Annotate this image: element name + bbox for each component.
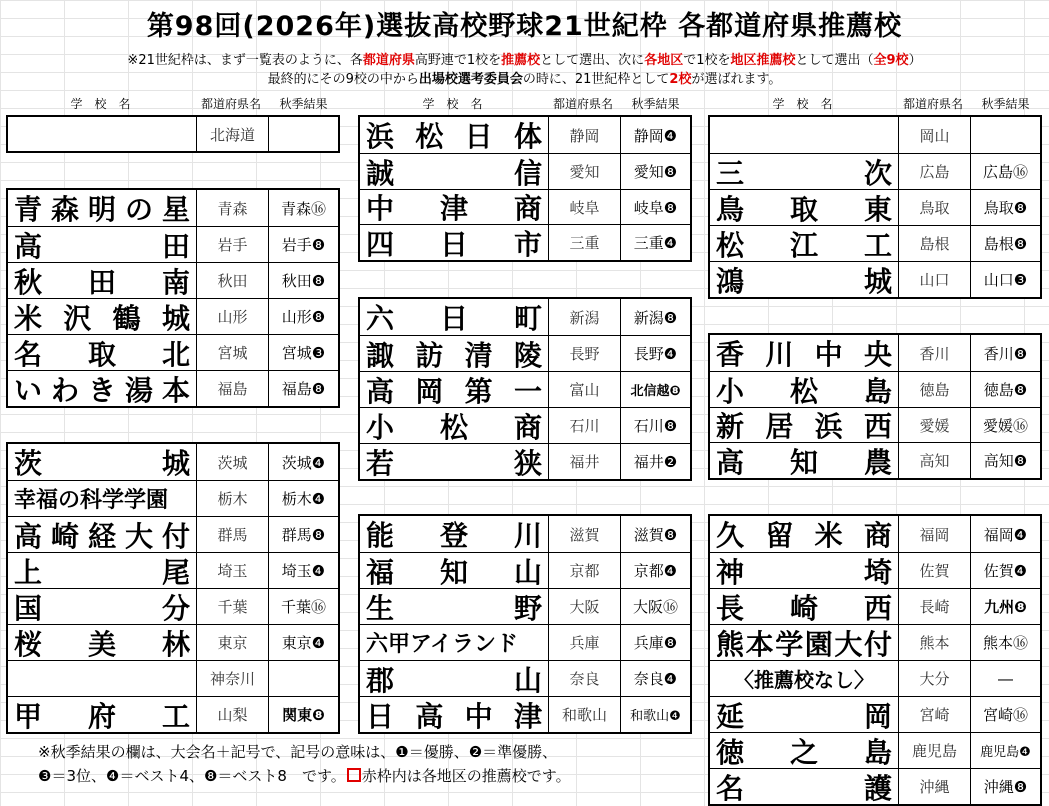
- school-name: 米 沢 鶴 城: [8, 299, 197, 334]
- header-result: 秋季結果: [981, 97, 1030, 111]
- autumn-result: 兵庫❽: [633, 634, 678, 652]
- school-name: 秋 田 南: [8, 263, 197, 298]
- autumn-result: 静岡❹: [633, 126, 678, 145]
- prefecture-name: 山口: [899, 262, 971, 297]
- table-row: [360, 224, 690, 260]
- prefecture-name: 福岡: [899, 516, 971, 552]
- column-header-group-3: [708, 95, 1042, 111]
- school-name: 桜 美 林: [8, 625, 197, 660]
- prefecture-name: 香川: [899, 335, 971, 371]
- table-row: [8, 334, 338, 370]
- prefecture-name: 愛媛: [899, 408, 971, 442]
- table-row: [360, 189, 690, 224]
- school-name: 甲 府 工: [8, 697, 197, 732]
- school-name: 名 取 北: [8, 335, 197, 370]
- school-name: 中 津 商: [360, 190, 549, 224]
- prefecture-name: 富山: [549, 372, 621, 407]
- autumn-result: 熊本⑯: [982, 634, 1028, 652]
- school-name: 神 埼: [710, 553, 899, 588]
- table-row: [8, 588, 338, 624]
- footnote-line-2: ❸＝3位、❹＝ベスト4、❽＝ベスト8 です。 赤枠内は各地区の推薦校です。: [38, 767, 571, 785]
- prefecture-name: 長崎: [899, 589, 971, 624]
- autumn-result: 群馬❽: [281, 526, 326, 544]
- prefecture-name: 沖縄: [899, 769, 971, 804]
- region-group: [358, 115, 692, 262]
- region-group: [6, 188, 340, 408]
- autumn-result: 佐賀❹: [983, 562, 1028, 580]
- header-pref: 都道府県名: [552, 97, 613, 111]
- autumn-result: 宮城❸: [281, 344, 326, 362]
- region-group: [358, 297, 692, 481]
- school-name: 徳 之 島: [710, 733, 899, 768]
- school-name: 青 森 明 の 星: [8, 190, 197, 226]
- autumn-result: 三重❹: [633, 234, 678, 252]
- prefecture-name: 京都: [549, 553, 621, 588]
- table-row: [710, 371, 1040, 407]
- autumn-result: 沖縄❽: [983, 778, 1028, 796]
- table-row: [710, 117, 1040, 153]
- prefecture-name: 宮城: [197, 335, 269, 370]
- table-row: [360, 660, 690, 696]
- school-name: い わ き 湯 本: [8, 371, 197, 406]
- table-row: [710, 624, 1040, 660]
- autumn-result: [971, 117, 1040, 153]
- column-header-group-1: [6, 95, 340, 111]
- prefecture-name: 山形: [197, 299, 269, 334]
- table-row: [360, 552, 690, 588]
- table-row: [8, 370, 338, 406]
- prefecture-name: 岩手: [197, 227, 269, 262]
- autumn-result: 福井❷: [633, 453, 678, 471]
- autumn-result: 山形❽: [281, 308, 326, 326]
- autumn-result: 広島⑯: [982, 163, 1028, 181]
- table-row: [710, 442, 1040, 478]
- prefecture-name: 鳥取: [899, 190, 971, 225]
- table-row: [8, 624, 338, 660]
- autumn-result: 滋賀❽: [633, 525, 678, 544]
- table-row: [8, 298, 338, 334]
- prefecture-name: 群馬: [197, 517, 269, 552]
- school-name: 浜 松 日 体: [360, 117, 549, 153]
- prefecture-name: 山梨: [197, 697, 269, 732]
- autumn-result: 北信越❽: [630, 384, 681, 399]
- footnote: [38, 740, 698, 788]
- header-school: 学 校 名: [70, 97, 131, 111]
- header-result: 秋季結果: [631, 97, 680, 111]
- table-row: [8, 696, 338, 732]
- table-row: [360, 371, 690, 407]
- prefecture-name: 滋賀: [549, 516, 621, 552]
- region-group: [708, 115, 1042, 299]
- autumn-result: 山口❸: [983, 271, 1028, 289]
- autumn-result: 東京❹: [281, 634, 326, 652]
- autumn-result: 和歌山❹: [630, 709, 681, 724]
- school-name: 六 日 町: [360, 299, 549, 335]
- autumn-result: 香川❽: [983, 344, 1028, 363]
- school-name: 茨 城: [8, 444, 197, 480]
- prefecture-name: 大分: [899, 661, 971, 696]
- table-row: [360, 299, 690, 335]
- autumn-result: 福岡❹: [983, 525, 1028, 544]
- autumn-result: 愛知❽: [633, 163, 678, 181]
- school-name: 高 田: [8, 227, 197, 262]
- autumn-result: 秋田❽: [281, 272, 326, 290]
- autumn-result: 石川❽: [633, 417, 678, 435]
- autumn-result: 埼玉❹: [281, 562, 326, 580]
- table-row: [710, 768, 1040, 804]
- autumn-result: 栃木❹: [281, 490, 326, 508]
- autumn-result: 岩手❽: [281, 236, 326, 254]
- autumn-result: 長野❹: [633, 345, 678, 363]
- table-row: [8, 516, 338, 552]
- school-name: 鴻 城: [710, 262, 899, 297]
- header-pref: 都道府県名: [200, 97, 261, 111]
- table-row: [710, 335, 1040, 371]
- autumn-result: 福島❽: [281, 380, 326, 398]
- region-group: [708, 514, 1042, 806]
- autumn-result: 島根❽: [983, 235, 1028, 253]
- autumn-result: 宮崎⑯: [982, 706, 1028, 724]
- region-group: [708, 333, 1042, 480]
- autumn-result: ―: [998, 669, 1013, 688]
- table-row: [710, 189, 1040, 225]
- prefecture-name: 東京: [197, 625, 269, 660]
- school-name: [8, 117, 197, 151]
- school-name: 高 岡 第 一: [360, 372, 549, 407]
- autumn-result: 京都❹: [633, 562, 678, 580]
- autumn-result: 青森⑯: [280, 199, 326, 218]
- school-name: 新 居 浜 西: [710, 408, 899, 442]
- autumn-result: 鳥取❽: [983, 199, 1028, 217]
- school-name: 香 川 中 央: [710, 335, 899, 371]
- table-row: [360, 407, 690, 443]
- school-name: 小 松 島: [710, 372, 899, 407]
- school-name: 高 崎 経 大 付: [8, 517, 197, 552]
- table-row: [710, 552, 1040, 588]
- school-name: 誠 信: [360, 154, 549, 189]
- autumn-result: 奈良❹: [633, 670, 678, 688]
- table-row: [360, 153, 690, 189]
- table-row: [360, 117, 690, 153]
- prefecture-name: 広島: [899, 154, 971, 189]
- table-row: [710, 516, 1040, 552]
- table-row: [8, 444, 338, 480]
- prefecture-name: 熊本: [899, 625, 971, 660]
- school-name: 久 留 米 商: [710, 516, 899, 552]
- footnote-line-1: ※秋季結果の欄は、大会名＋記号で、記号の意味は、❶＝優勝、❷＝準優勝、: [38, 743, 558, 761]
- school-name: 熊 本 学 園 大 付: [710, 625, 899, 660]
- header-result: 秋季結果: [279, 97, 328, 111]
- table-row: [360, 443, 690, 479]
- school-name: 長 崎 西: [710, 589, 899, 624]
- autumn-result: 岐阜❽: [633, 198, 678, 217]
- autumn-result: 関東❽: [282, 706, 325, 724]
- prefecture-name: 青森: [197, 190, 269, 226]
- school-name: 若 狭: [360, 444, 549, 479]
- prefecture-name: 福島: [197, 371, 269, 406]
- school-name: 幸福の科学学園: [8, 481, 197, 516]
- red-frame-legend-icon: [347, 768, 361, 782]
- autumn-result: 徳島❽: [983, 381, 1028, 399]
- table-row: [710, 696, 1040, 732]
- autumn-result: [269, 117, 338, 151]
- table-row: [360, 588, 690, 624]
- header-school: 学 校 名: [422, 97, 483, 111]
- prefecture-name: 岡山: [899, 117, 971, 153]
- prefecture-name: 愛知: [549, 154, 621, 189]
- header-pref: 都道府県名: [902, 97, 963, 111]
- autumn-result: [269, 661, 338, 696]
- autumn-result: 千葉⑯: [280, 598, 326, 616]
- school-name: [710, 117, 899, 153]
- prefecture-name: 佐賀: [899, 553, 971, 588]
- prefecture-name: 新潟: [549, 299, 621, 335]
- autumn-result: 九州❽: [984, 598, 1027, 616]
- region-group: [358, 514, 692, 734]
- autumn-result: 大阪⑯: [632, 598, 678, 616]
- prefecture-name: 埼玉: [197, 553, 269, 588]
- prefecture-name: 奈良: [549, 661, 621, 696]
- table-row: [360, 696, 690, 732]
- prefecture-name: 福井: [549, 444, 621, 479]
- prefecture-name: 兵庫: [549, 625, 621, 660]
- table-row: [710, 225, 1040, 261]
- note-line-1: ※21世紀枠は、まず一覧表のように、各都道府県高野連で1校を推薦校として選出、次に各地区で1校を地区推薦校として選出（全9校）: [127, 53, 922, 68]
- school-name: 能 登 川: [360, 516, 549, 552]
- table-row: [8, 226, 338, 262]
- table-row: [360, 516, 690, 552]
- school-name: 小 松 商: [360, 408, 549, 443]
- table-row: [710, 660, 1040, 696]
- school-name: 上 尾: [8, 553, 197, 588]
- prefecture-name: 宮崎: [899, 697, 971, 732]
- prefecture-name: 島根: [899, 226, 971, 261]
- prefecture-name: 栃木: [197, 481, 269, 516]
- school-name: [8, 661, 197, 696]
- prefecture-name: 大阪: [549, 589, 621, 624]
- header-school: 学 校 名: [772, 97, 833, 111]
- autumn-result: 新潟❽: [633, 308, 678, 327]
- prefecture-name: 和歌山: [549, 697, 621, 732]
- school-name: 鳥 取 東: [710, 190, 899, 225]
- school-name: 生 野: [360, 589, 549, 624]
- table-row: [710, 732, 1040, 768]
- school-name: 松 江 工: [710, 226, 899, 261]
- column-header-group-2: [358, 95, 692, 111]
- table-row: [360, 624, 690, 660]
- table-row: [8, 480, 338, 516]
- school-name: 郡 山: [360, 661, 549, 696]
- prefecture-name: 三重: [549, 225, 621, 260]
- school-name: 諏 訪 清 陵: [360, 336, 549, 371]
- school-name: 四 日 市: [360, 225, 549, 260]
- school-name: 福 知 山: [360, 553, 549, 588]
- table-row: [710, 261, 1040, 297]
- table-row: [8, 660, 338, 696]
- prefecture-name: 高知: [899, 443, 971, 478]
- school-name: 日 高 中 津: [360, 697, 549, 732]
- table-row: [360, 335, 690, 371]
- region-group: [6, 442, 340, 734]
- prefecture-name: 神奈川: [197, 661, 269, 696]
- prefecture-name: 北海道: [197, 117, 269, 151]
- region-group: [6, 115, 340, 153]
- prefecture-name: 鹿児島: [899, 733, 971, 768]
- prefecture-name: 石川: [549, 408, 621, 443]
- table-row: [710, 407, 1040, 442]
- table-row: [8, 117, 338, 151]
- autumn-result: 茨城❹: [281, 453, 326, 472]
- prefecture-name: 岐阜: [549, 190, 621, 224]
- page-title: 第98回(2026年)選抜高校野球21世紀枠 各都道府県推薦校: [146, 11, 903, 42]
- school-name: 高 知 農: [710, 443, 899, 478]
- school-name: 〈推薦校なし〉: [710, 661, 899, 696]
- school-name: 三 次: [710, 154, 899, 189]
- table-row: [8, 190, 338, 226]
- school-name: 国 分: [8, 589, 197, 624]
- autumn-result: 愛媛⑯: [982, 416, 1028, 435]
- prefecture-name: 茨城: [197, 444, 269, 480]
- prefecture-name: 長野: [549, 336, 621, 371]
- table-row: [710, 153, 1040, 189]
- prefecture-name: 徳島: [899, 372, 971, 407]
- prefecture-name: 秋田: [197, 263, 269, 298]
- prefecture-name: 千葉: [197, 589, 269, 624]
- autumn-result: 高知❽: [983, 452, 1028, 470]
- school-name: 名 護: [710, 769, 899, 804]
- school-name: 六甲アイランド: [360, 625, 549, 660]
- school-name: 延 岡: [710, 697, 899, 732]
- note-line-2: 最終的にその9校の中から出場校選考委員会の時に、21世紀枠として2校が選ばれます。: [267, 72, 782, 87]
- table-row: [8, 552, 338, 588]
- table-row: [710, 588, 1040, 624]
- prefecture-name: 静岡: [549, 117, 621, 153]
- autumn-result: 鹿児島❹: [980, 745, 1031, 760]
- table-row: [8, 262, 338, 298]
